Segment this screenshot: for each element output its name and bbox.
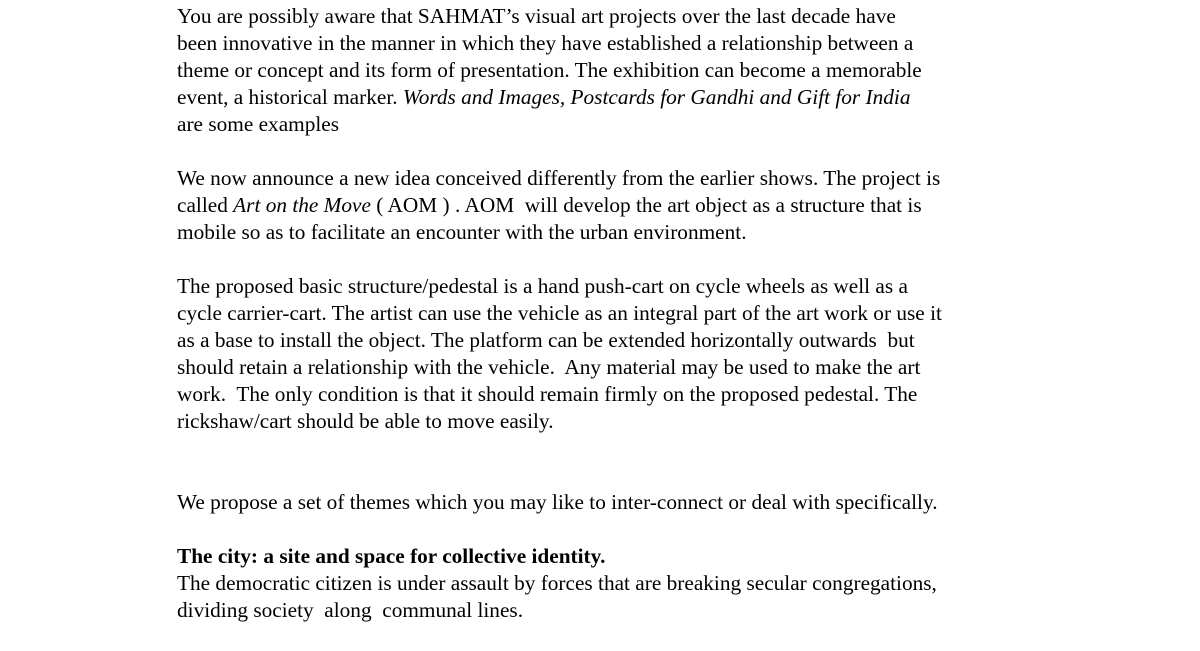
section-heading: The city: a site and space for collective identity. xyxy=(177,544,606,568)
paragraph-sahmat-projects xyxy=(177,3,1177,138)
text-run: event, a historical marker. xyxy=(177,85,403,109)
text-line: You are possibly aware that SAHMAT’s visual art projects over the last decade have xyxy=(177,4,896,28)
paragraph-pedestal xyxy=(177,273,1177,435)
italic-project-title: Art on the Move xyxy=(233,193,371,217)
text-line: We now announce a new idea conceived differently from the earlier shows. The project is xyxy=(177,166,941,190)
text-line: mobile so as to facilitate an encounter with the urban environment. xyxy=(177,220,747,244)
text-line: dividing society along communal lines. xyxy=(177,598,524,622)
paragraph-themes xyxy=(177,489,1177,516)
text-line: rickshaw/cart should be able to move easily. xyxy=(177,409,554,433)
text-line: been innovative in the manner in which they have established a relationship between a xyxy=(177,31,914,55)
text-line: cycle carrier-cart. The artist can use the vehicle as an integral part of the art work or use it xyxy=(177,301,942,325)
paragraph-art-on-the-move xyxy=(177,165,1177,246)
section-city-identity xyxy=(177,543,1177,624)
text-line xyxy=(177,192,1177,219)
text-line: as a base to install the object. The platform can be extended horizontally outwards but xyxy=(177,328,915,352)
text-line: The proposed basic structure/pedestal is a hand push-cart on cycle wheels as well as a xyxy=(177,274,908,298)
text-run: called xyxy=(177,193,234,217)
text-line: should retain a relationship with the vehicle. Any material may be used to make the art xyxy=(177,355,921,379)
text-line: work. The only condition is that it should remain firmly on the proposed pedestal. The xyxy=(177,382,918,406)
text-line: We propose a set of themes which you may like to inter-connect or deal with specifically. xyxy=(177,490,938,514)
text-line: theme or concept and its form of presentation. The exhibition can become a memorable xyxy=(177,58,922,82)
text-line: The democratic citizen is under assault by forces that are breaking secular congregations, xyxy=(177,571,937,595)
italic-titles: Words and Images, Postcards for Gandhi and Gift for India xyxy=(402,85,911,109)
document-body xyxy=(177,3,1177,651)
text-line: are some examples xyxy=(177,112,340,136)
text-line xyxy=(177,84,1177,111)
text-run: ( AOM ) . AOM will develop the art object as a structure that is xyxy=(370,193,922,217)
